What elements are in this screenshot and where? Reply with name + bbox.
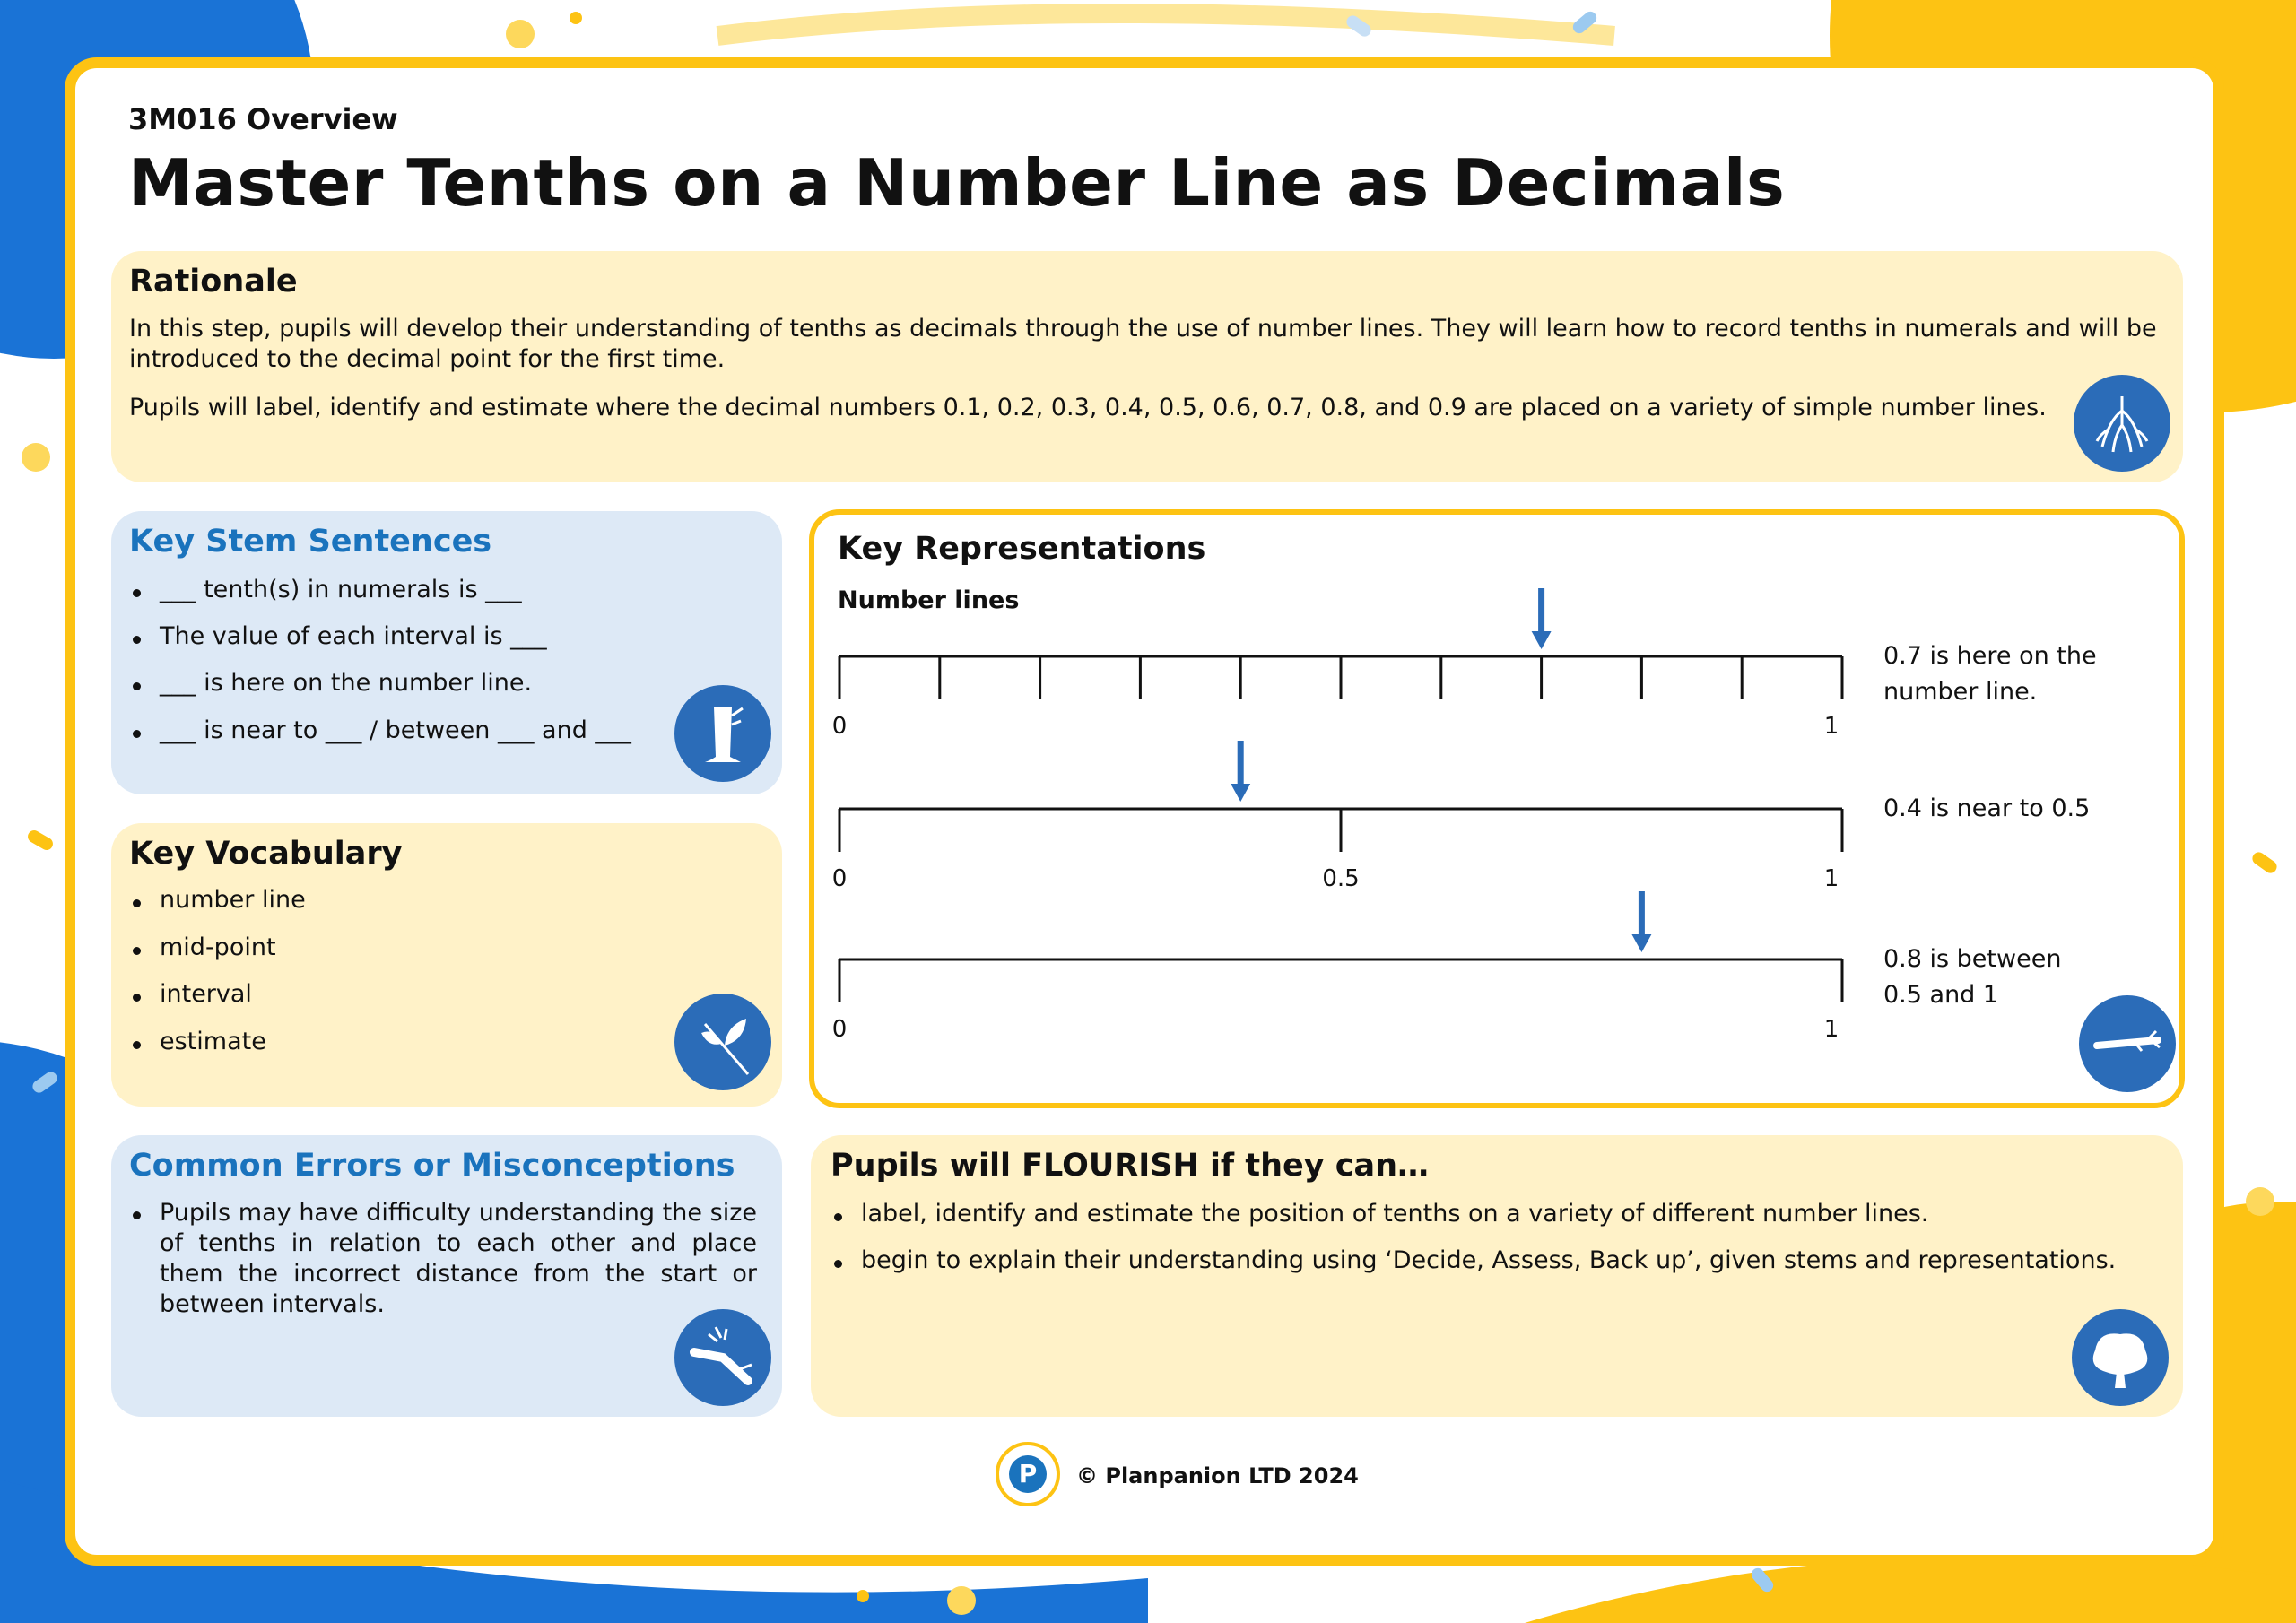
list-item: ___ is here on the number line.: [129, 669, 757, 716]
errors-list: [129, 1198, 757, 1320]
flourish-heading: Pupils will FLOURISH if they can…: [831, 1148, 1430, 1184]
copyright-text: © Planpanion LTD 2024: [1076, 1463, 1359, 1488]
rationale-paragraph-2: Pupils will label, identify and estimate where the decimal numbers 0.1, 0.2, 0.3, 0.4, 0.5, 0.6, 0.7, 0.8, and 0.9 are placed on a variety of simple number lines.: [129, 394, 2047, 421]
number-lines-figure: [814, 515, 2179, 1103]
rationale-panel: [111, 251, 2183, 482]
rationale-paragraph-1: In this step, pupils will develop their understanding of tenths as decimals through the use of number lines. They will learn how to record tenths in numerals and will be introduced to the decimal point for the first time.: [129, 315, 2157, 373]
rationale-heading: Rationale: [129, 264, 298, 299]
roots-icon: [2074, 375, 2170, 472]
stem-heading: Key Stem Sentences: [129, 524, 492, 560]
list-item: label, identify and estimate the position of tenths on a variety of different number lines.: [831, 1200, 2131, 1246]
errors-panel: [111, 1135, 782, 1417]
list-item: interval: [129, 980, 757, 1028]
arrow-head: [1532, 631, 1552, 649]
list-item: Pupils may have difficulty understanding the size of tenths in relation to each other and place them the incorrect distance from the start or between intervals.: [129, 1198, 757, 1320]
tree-trunk-icon: [674, 685, 771, 782]
page-title: Master Tenths on a Number Line as Decimals: [128, 145, 1786, 221]
stem-list: [129, 576, 757, 763]
planpanion-logo: [996, 1442, 1060, 1506]
list-item: ___ is near to ___ / between ___ and ___: [129, 716, 757, 763]
number-line-caption: 0.4 is near to 0.5: [1883, 794, 2091, 822]
leaves-icon: [674, 994, 771, 1090]
vocab-panel: [111, 823, 782, 1107]
list-item: The value of each interval is ___: [129, 622, 757, 669]
page-subtitle: 3M016 Overview: [128, 102, 398, 136]
list-item: mid-point: [129, 933, 757, 980]
tick-label-end: 1: [1823, 865, 1839, 892]
list-item: estimate: [129, 1028, 757, 1074]
flourish-list: [831, 1200, 2131, 1293]
list-item: ___ tenth(s) in numerals is ___: [129, 576, 757, 622]
arrow-head: [1231, 784, 1250, 802]
list-item: number line: [129, 886, 757, 933]
arrow-head: [1631, 934, 1651, 952]
tick-label-end: 1: [1823, 713, 1839, 740]
branch-icon: [2079, 995, 2176, 1092]
number-line-caption: 0.8 is between: [1883, 945, 2062, 973]
flourish-panel: [811, 1135, 2183, 1417]
tick-label-mid: 0.5: [1322, 865, 1360, 892]
tick-label-start: 0: [831, 865, 848, 892]
vocab-heading: Key Vocabulary: [129, 836, 403, 872]
number-line-caption: 0.7 is here on the: [1883, 642, 2097, 670]
errors-heading: Common Errors or Misconceptions: [129, 1148, 735, 1184]
tick-label-start: 0: [831, 713, 848, 740]
representations-heading: Key Representations: [838, 531, 1206, 567]
logo-letter: P: [1018, 1459, 1038, 1488]
representations-panel: [809, 509, 2185, 1108]
stem-panel: [111, 511, 782, 794]
tick-label-start: 0: [831, 1016, 848, 1043]
vocab-list: [129, 886, 757, 1074]
broken-branch-icon: [674, 1309, 771, 1406]
oak-tree-icon: [2072, 1309, 2169, 1406]
logo-mark: [1009, 1455, 1047, 1493]
number-line-caption: 0.5 and 1: [1883, 981, 1999, 1009]
list-item: begin to explain their understanding using ‘Decide, Assess, Back up’, given stems and representations.: [831, 1246, 2131, 1293]
number-line-caption: number line.: [1883, 678, 2038, 706]
number-lines-label: Number lines: [838, 586, 1020, 614]
tick-label-end: 1: [1823, 1016, 1839, 1043]
